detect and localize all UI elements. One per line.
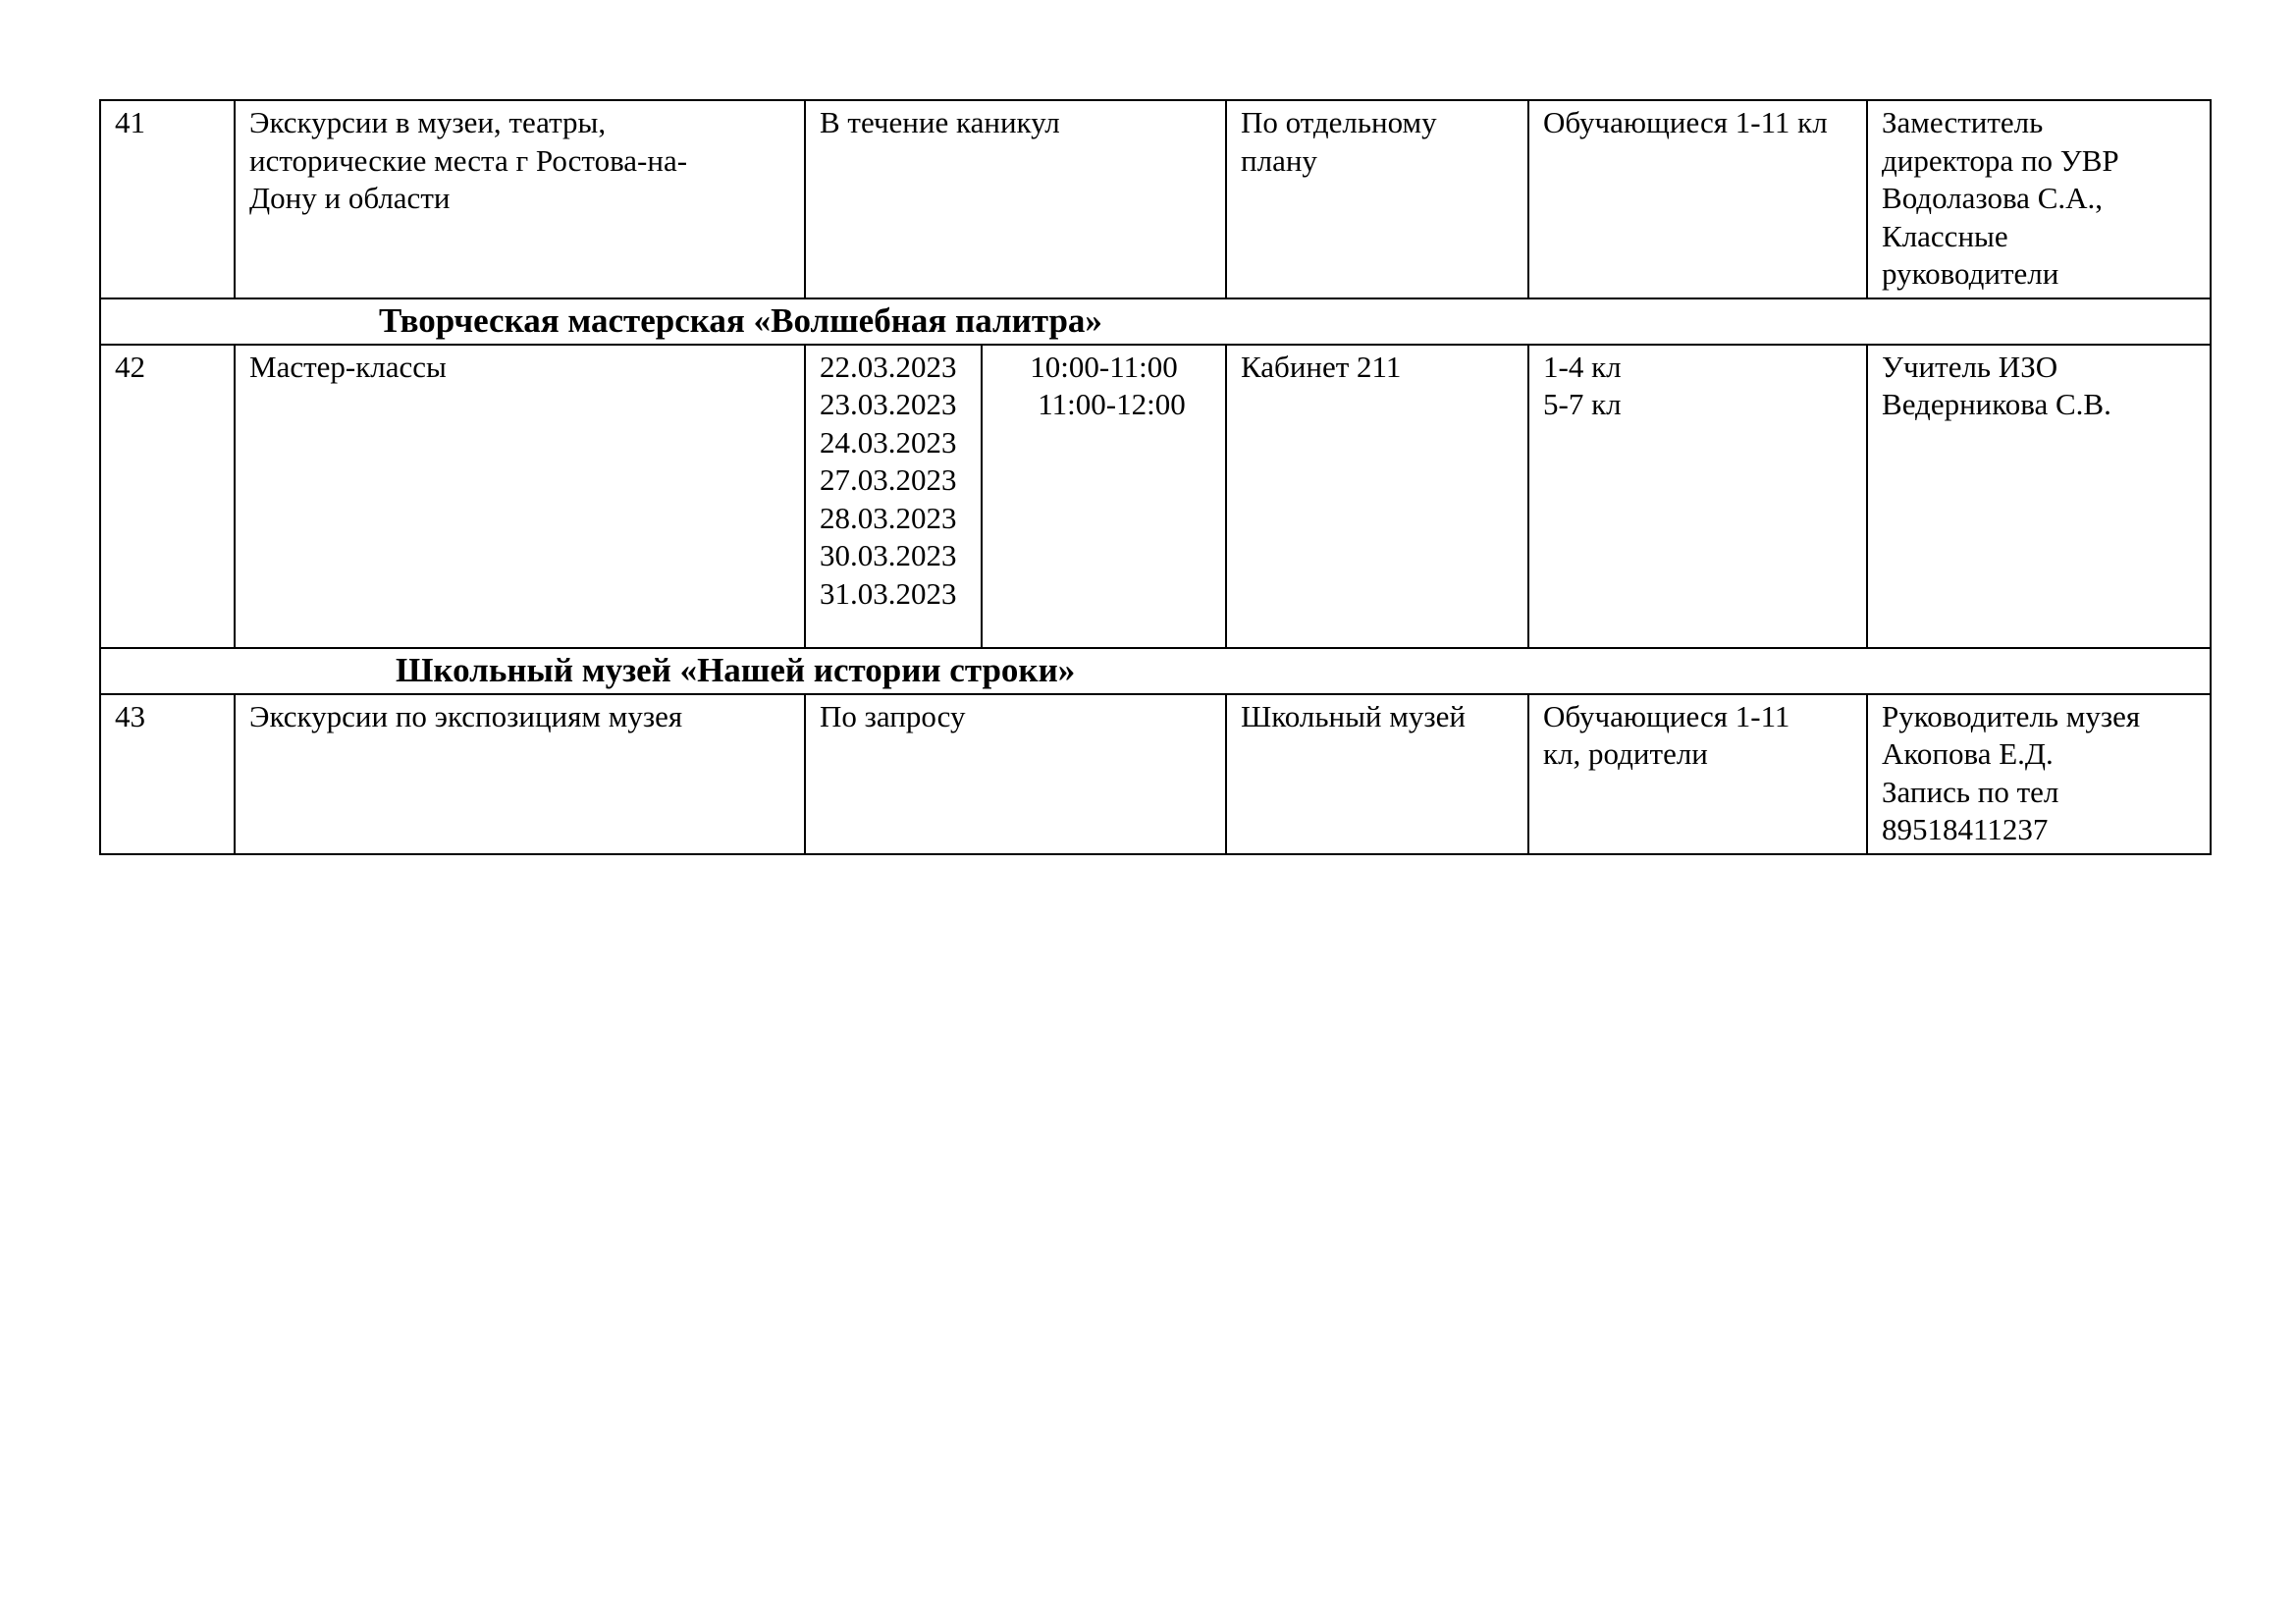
section-title: Творческая мастерская «Волшебная палитра» (100, 298, 2211, 345)
event-cell: Экскурсии по экспозициям музея (235, 694, 805, 854)
date-line: 27.03.2023 (820, 462, 957, 497)
section-header-row (100, 648, 2211, 694)
time-line: 10:00-11:00 (1030, 349, 1178, 384)
date-cell: В течение каникул (805, 100, 1226, 298)
place-cell: Кабинет 211 (1226, 345, 1528, 648)
participants-line: Обучающиеся 1-11 кл (1543, 105, 1828, 139)
responsible-cell (1867, 345, 2211, 648)
date-line: 23.03.2023 (820, 387, 957, 421)
date-line: 30.03.2023 (820, 538, 957, 572)
responsible-line: Ведерникова С.В. (1882, 387, 2111, 421)
event-cell (235, 100, 805, 298)
place-cell: Школьный музей (1226, 694, 1528, 854)
responsible-line: Учитель ИЗО (1882, 349, 2058, 384)
responsible-line: Заместитель (1882, 105, 2044, 139)
row-number-cell: 43 (100, 694, 235, 854)
responsible-line: Запись по тел (1882, 774, 2059, 809)
row-number-cell: 42 (100, 345, 235, 648)
date-cell: По запросу (805, 694, 1226, 854)
dates-cell (805, 345, 982, 648)
date-line: 24.03.2023 (820, 424, 957, 460)
event-line: Экскурсии в музеи, театры, (249, 105, 607, 139)
event-line: исторические места г Ростова-на- (249, 142, 688, 178)
responsible-line: 89518411237 (1882, 812, 2049, 846)
date-line: 22.03.2023 (820, 349, 957, 384)
participants-cell (1528, 345, 1867, 648)
place-line: плану (1241, 142, 1317, 178)
time-line: 11:00-12:00 (1038, 387, 1186, 421)
events-schedule-table (99, 99, 2212, 855)
place-line: По отдельному (1241, 105, 1437, 139)
responsible-line: директора по УВР (1882, 142, 2119, 178)
responsible-line: Водолазова С.А., (1882, 181, 2104, 215)
date-line: 31.03.2023 (820, 575, 957, 611)
participants-line: 5-7 кл (1543, 387, 1622, 421)
table-row (100, 694, 2211, 854)
event-cell: Мастер-классы (235, 345, 805, 648)
table-row (100, 345, 2211, 648)
date-line: 28.03.2023 (820, 500, 957, 535)
responsible-cell (1867, 100, 2211, 298)
responsible-line: Акопова Е.Д. (1882, 736, 2054, 771)
participants-line: 1-4 кл (1543, 349, 1622, 384)
responsible-cell (1867, 694, 2211, 854)
participants-line: кл, родители (1543, 736, 1708, 771)
table-row (100, 100, 2211, 298)
responsible-line: Классные (1882, 218, 2008, 253)
participants-cell (1528, 100, 1867, 298)
row-number-cell: 41 (100, 100, 235, 298)
place-cell (1226, 100, 1528, 298)
responsible-line: руководители (1882, 256, 2059, 291)
responsible-line: Руководитель музея (1882, 698, 2141, 733)
participants-line: Обучающиеся 1-11 (1543, 698, 1790, 733)
participants-cell (1528, 694, 1867, 854)
times-cell (982, 345, 1226, 648)
event-line: Дону и области (249, 181, 451, 215)
section-header-row (100, 298, 2211, 345)
section-title: Школьный музей «Нашей истории строки» (100, 648, 2211, 694)
